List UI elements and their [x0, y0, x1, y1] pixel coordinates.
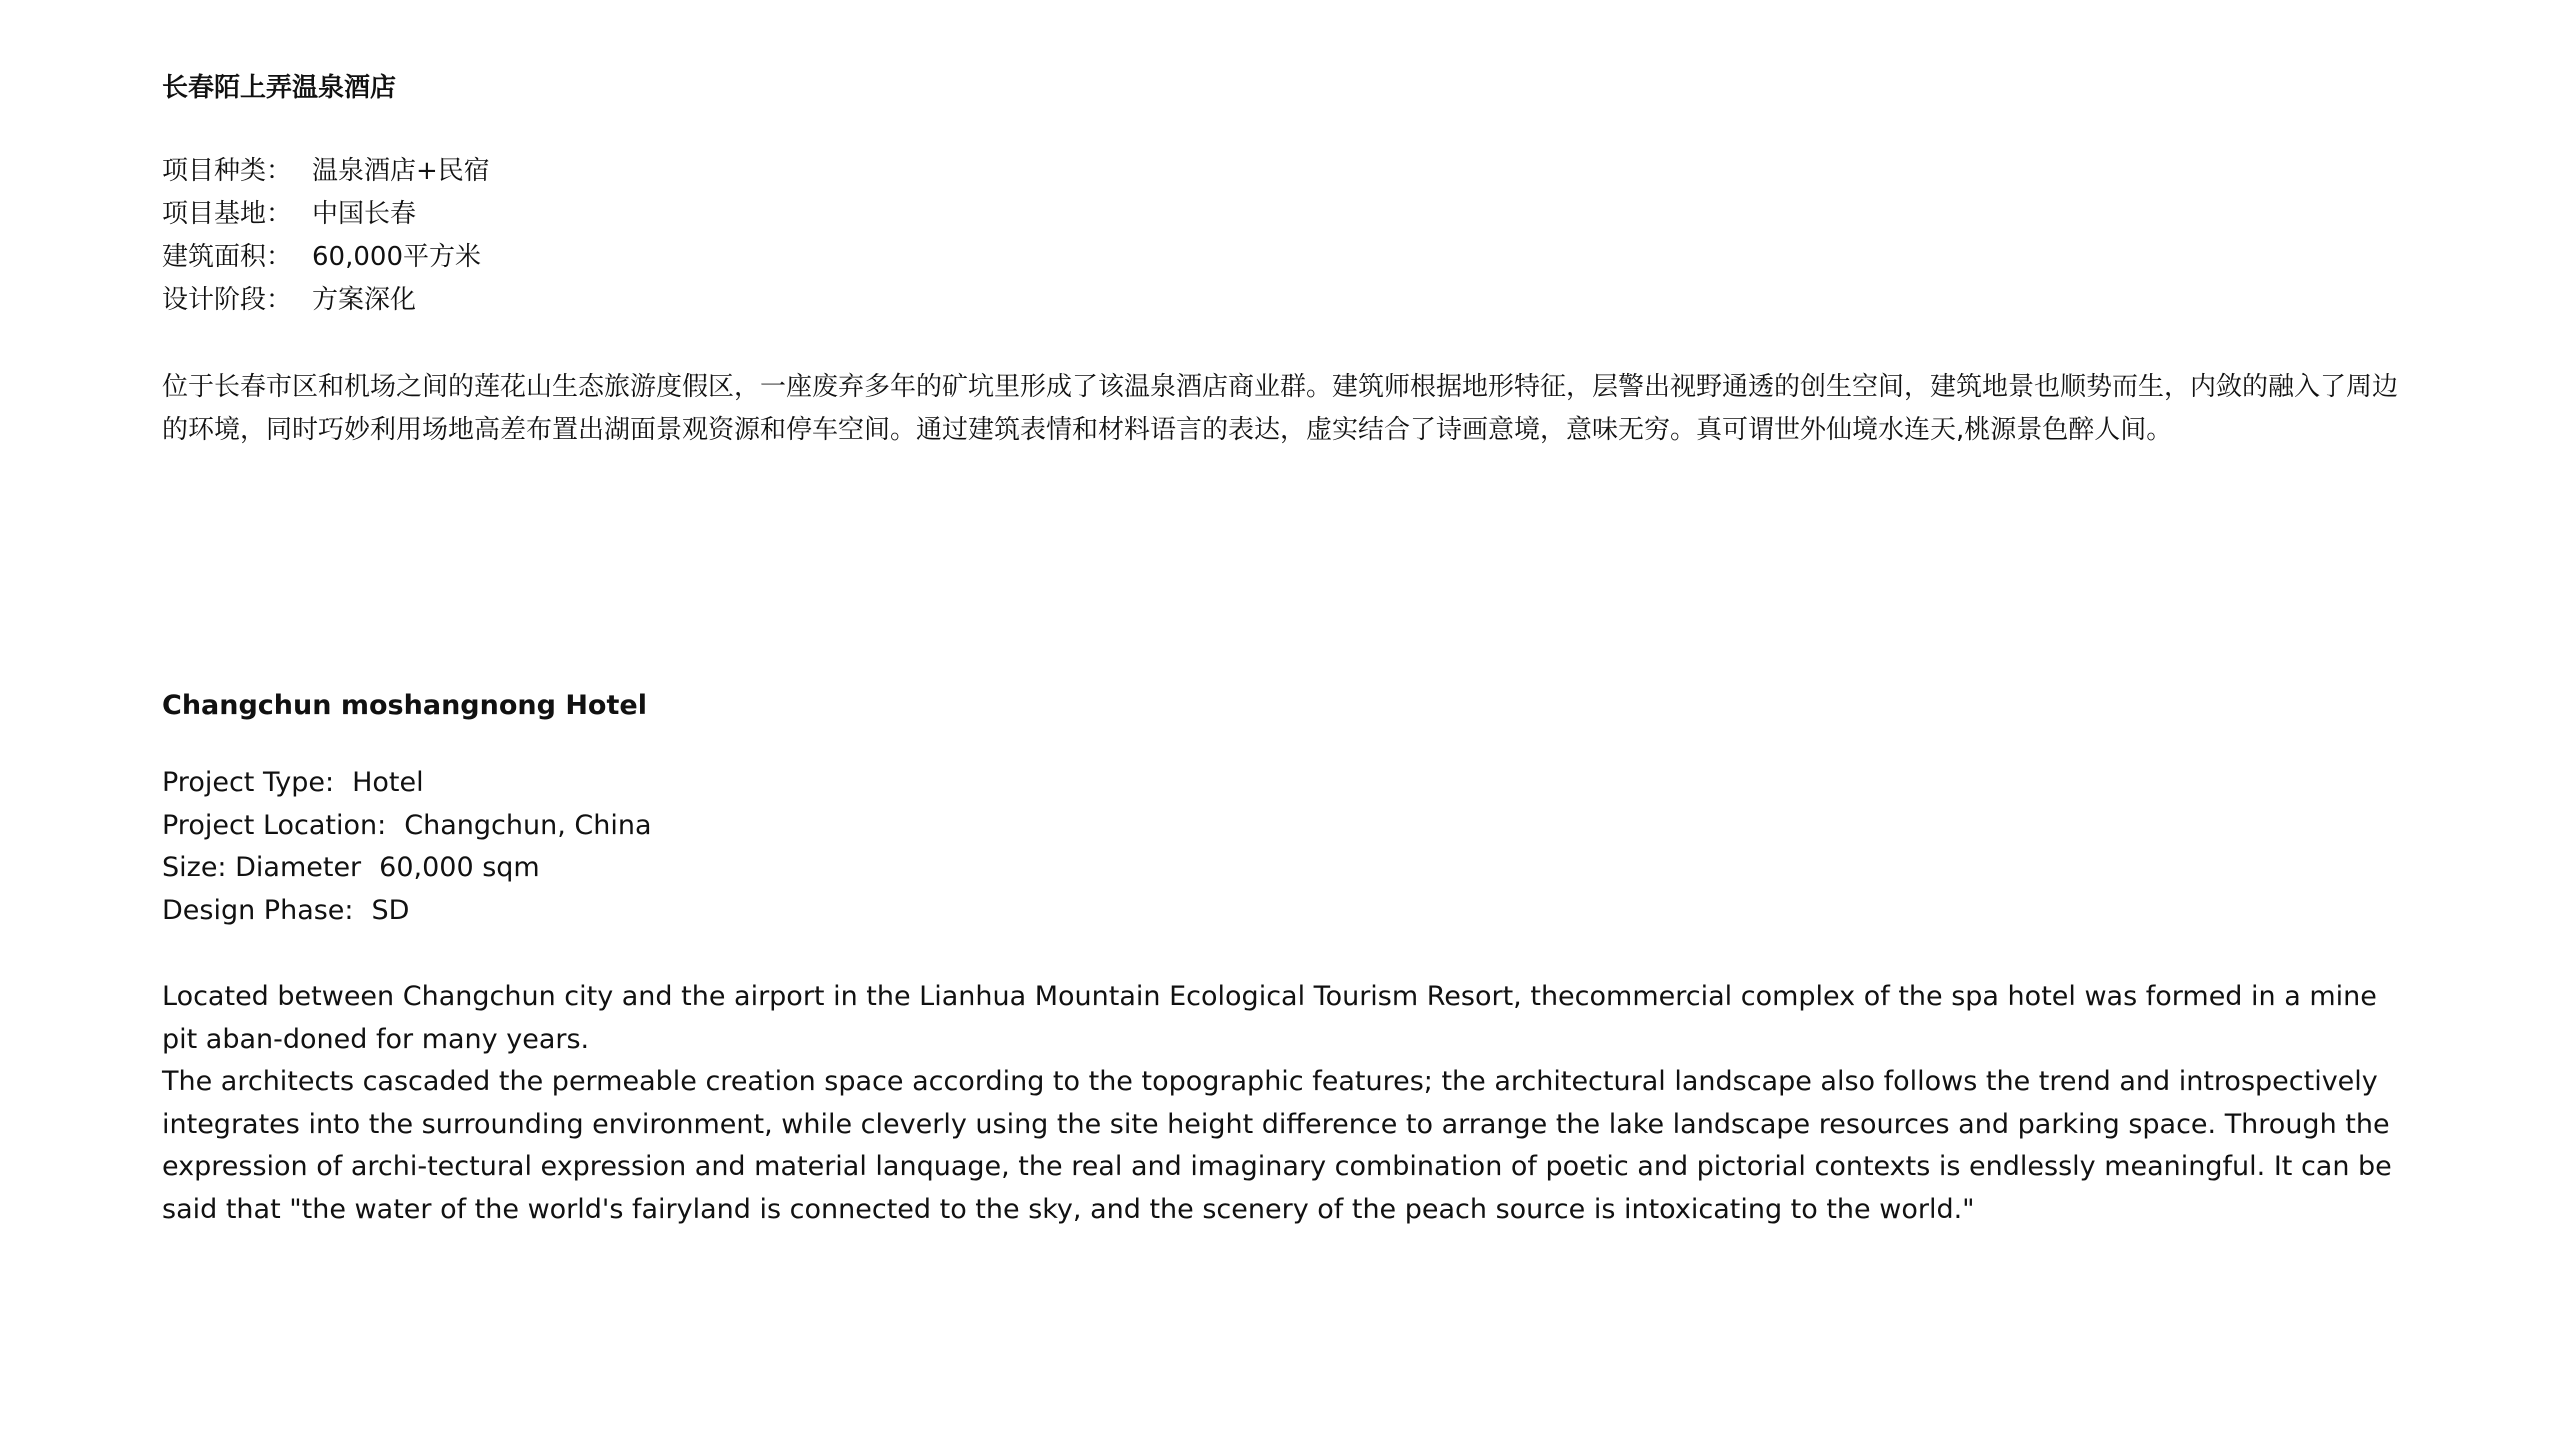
en-meta-value: SD [371, 894, 410, 926]
cn-meta-value: 60,000平方米 [312, 242, 481, 272]
cn-project-meta [162, 150, 2412, 322]
cn-meta-label: 设计阶段： [162, 285, 293, 315]
en-meta-value: Changchun, China [404, 809, 652, 841]
en-meta-size [162, 847, 2412, 890]
en-description-paragraph-1: Located between Changchun city and the airport in the Lianhua Mountain Ecological Tourism Resort, thecommercial complex of the spa hotel was formed in a mine pit aban-doned for many years. [162, 981, 2377, 1055]
cn-meta-label: 建筑面积： [162, 242, 293, 272]
en-meta-value: Hotel [352, 767, 424, 798]
cn-meta-phase [162, 279, 2412, 322]
cn-meta-location [162, 193, 2412, 236]
cn-description: 位于长春市区和机场之间的莲花山生态旅游度假区，一座废弃多年的矿坑里形成了该温泉酒店商业群。建筑师根据地形特征，层警出视野通透的创生空间，建筑地景也顺势而生，内敛的融入了周边的环境，同时巧妙利用场地高差布置出湖面景观资源和停车空间。通过建筑表情和材料语言的表达，虚实结合了诗画意境，意味无穷。真可谓世外仙境水连天,桃源景色醉人间。 [162, 372, 2399, 445]
en-description [162, 976, 2412, 1231]
cn-meta-label: 项目种类： [162, 156, 293, 186]
cn-project-title: 长春陌上弄温泉酒店 [162, 73, 397, 103]
en-meta-label: Project Type: [162, 767, 335, 798]
chinese-section [162, 70, 2412, 452]
cn-meta-value: 方案深化 [312, 285, 417, 315]
cn-meta-label: 项目基地： [162, 199, 293, 229]
en-meta-value: 60,000 sqm [379, 852, 540, 883]
en-meta-label: Size: Diameter [162, 852, 362, 883]
en-meta-phase [162, 890, 2412, 933]
en-project-meta [162, 762, 2412, 932]
en-project-title: Changchun moshangnong Hotel [162, 690, 647, 721]
en-meta-type [162, 762, 2412, 805]
english-section [162, 688, 2412, 1231]
cn-meta-area [162, 236, 2412, 279]
en-description-paragraph-2: The architects cascaded the permeable creation space according to the topographic features; the architectural landscape also follows the trend and introspectively integrates into the surrounding environment, while cleverly using the site height difference to arrange the lake landscape resources and parking space. Through the expression of archi-tectural expression and material lanquage, the real and imaginary combination of poetic and pictorial contexts is endlessly meaningful. It can be said that "the water of the world's fairyland is connected to the sky, and the scenery of the peach source is intoxicating to the world." [162, 1066, 2392, 1225]
en-meta-label: Project Location: [162, 809, 387, 841]
cn-meta-value: 中国长春 [312, 199, 417, 229]
en-meta-location [162, 805, 2412, 848]
cn-meta-type [162, 150, 2412, 193]
en-meta-label: Design Phase: [162, 894, 354, 926]
cn-meta-value: 温泉酒店+民宿 [312, 156, 490, 186]
